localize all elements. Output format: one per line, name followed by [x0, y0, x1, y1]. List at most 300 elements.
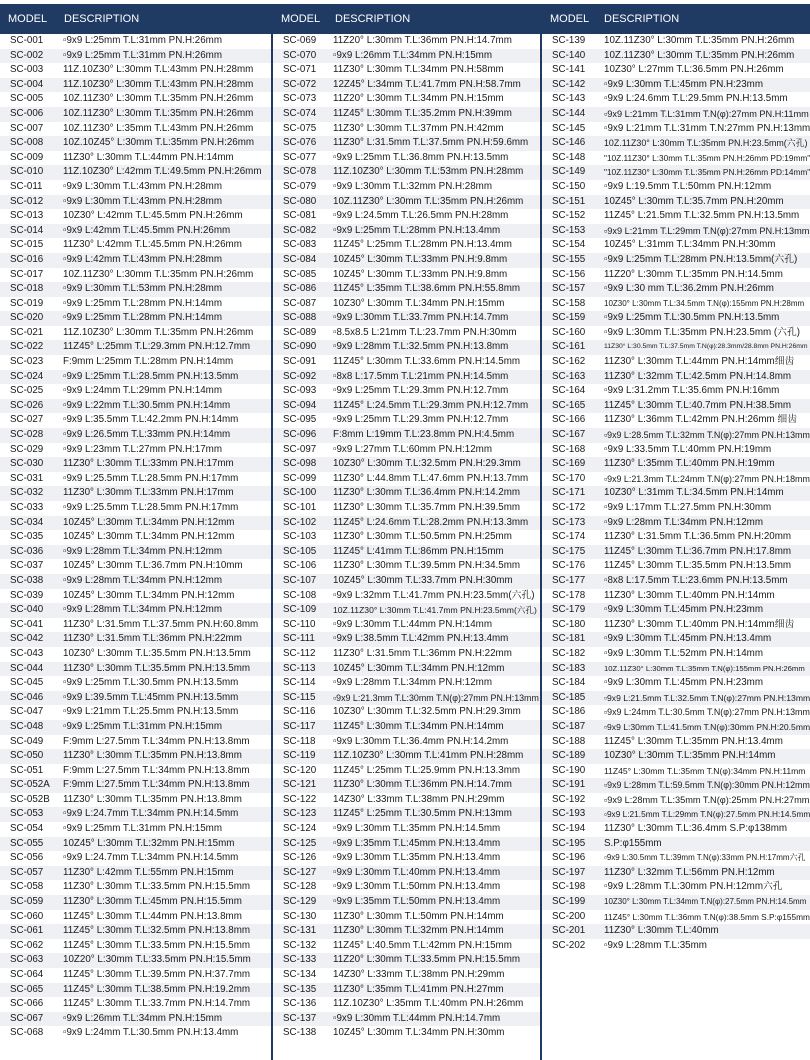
model-cell: SC-145 — [552, 122, 586, 134]
table-row — [0, 297, 271, 312]
model-cell: SC-065 — [10, 983, 44, 995]
table-row — [0, 472, 271, 487]
table-row — [273, 384, 540, 399]
description-cell: 11Z45° L:30mm T.L:44mm PN.H:13.8mm — [63, 910, 242, 922]
table-row — [542, 253, 810, 268]
model-cell: SC-056 — [10, 852, 44, 864]
description-cell: ▫9x9 L:25mm T.L:30.5mm PN.H:13.5mm — [604, 312, 780, 324]
table-row — [0, 224, 271, 239]
description-cell: ▫9x9 L:17mm T.L:27.5mm PN.H:30mm — [604, 502, 772, 513]
table-row — [0, 632, 271, 647]
table-row — [273, 165, 540, 180]
model-cell: SC-003 — [10, 64, 44, 76]
description-cell: F:9mm L:27.5mm T.L:34mm PN.H:13.8mm — [63, 779, 250, 791]
table-row — [542, 399, 810, 414]
table-row — [0, 49, 271, 64]
model-cell: SC-171 — [552, 487, 586, 499]
description-cell: ▫9x9 L:30mm T.L:53mm PN.H:28mm — [63, 283, 223, 295]
model-cell: SC-183 — [552, 662, 586, 674]
table-row — [0, 195, 271, 210]
description-cell: 10Z45° L:30mm T.L:36.7mm PN.H:10mm — [63, 560, 243, 572]
description-cell: 11Z45° L:30mm T.L:38.5mm PN.H:19.2mm — [63, 983, 251, 995]
table-row — [542, 530, 810, 545]
table-row — [0, 603, 271, 618]
model-cell: SC-041 — [10, 618, 44, 630]
description-cell: ▫9x9 L:19.5mm T.L:50mm PN.H:12mm — [604, 180, 772, 192]
description-cell: ▫9x9 L:21mm T.L:31mm T.N(φ):27mm PN.H:11mm — [604, 108, 809, 119]
model-header: MODEL — [550, 13, 590, 25]
description-cell: 11Z.10Z30° L:30mm T.L:41mm PN.H:28mm — [333, 750, 524, 762]
description-cell: "10Z.11Z30° L:30mm T.L:35mm PN.H:26mm PD:14mm" — [604, 167, 810, 178]
model-cell: SC-080 — [283, 195, 317, 207]
model-cell: SC-045 — [10, 677, 44, 689]
model-cell: SC-135 — [283, 983, 317, 995]
description-cell: 10Z.11Z30° L:30mm T.L:41.7mm PN.H:23.5mm(六孔) — [333, 605, 537, 616]
description-cell: 11Z30° L:36mm T.L:42mm PN.H:26mm 细齿 — [604, 414, 798, 426]
table-row — [273, 107, 540, 122]
description-cell: 11Z30° L:30mm T.L:50mm PN.H:14mm — [333, 910, 504, 922]
description-cell: ▫9x9 L:28mm T.L:34mm PN.H:12mm — [604, 516, 764, 528]
model-cell: SC-106 — [283, 560, 317, 572]
description-cell: 11Z45° L:30mm T.L:36.7mm PN.H:17.8mm — [604, 545, 792, 557]
model-cell: SC-047 — [10, 706, 44, 718]
description-cell: 10Z30° L:30mm T.L:35mm PN.H:14mm — [604, 750, 776, 762]
description-cell: ▫9x9 L:25mm T.L:29.3mm PN.H:12.7mm — [333, 385, 509, 397]
description-cell: 11Z30° L:30mm T.L:33.5mm PN.H:15.5mm — [63, 881, 251, 893]
description-cell: ▫9x9 L:22mm T.L:30.5mm PN.H:14mm — [63, 399, 231, 411]
model-cell: SC-073 — [283, 93, 317, 105]
description-cell: ▫9x9 L:38.5mm T.L:42mm PN.H:13.4mm — [333, 633, 509, 645]
model-cell: SC-146 — [552, 137, 586, 149]
description-cell: ▫9x9 L:30mm T.L:36.4mm PN.H:14.2mm — [333, 735, 509, 747]
description-cell: 10Z30° L:27mm T.L:36.5mm PN.H:26mm — [604, 64, 784, 76]
description-cell: 10Z45° L:30mm T.L:34mm PN.H:12mm — [333, 662, 505, 674]
table-row — [273, 238, 540, 253]
description-cell: ▫9x9 L:25mm T.L:31mm PN.H:15mm — [63, 823, 223, 835]
model-cell: SC-074 — [283, 107, 317, 119]
table-row — [542, 822, 810, 837]
model-cell: SC-013 — [10, 210, 44, 222]
spec-column-2 — [273, 4, 540, 1041]
description-cell: 11Z45° L:24.6mm T.L:28.2mm PN.H:13.3mm — [333, 516, 529, 528]
model-cell: SC-126 — [283, 852, 317, 864]
model-cell: SC-054 — [10, 823, 44, 835]
description-cell: ▫9x9 L:30mm T.L:50mm PN.H:13.4mm — [333, 881, 501, 893]
description-cell: ▫9x9 L:21.5mm T.L:32.5mm T.N(φ):27mm PN.H:13mm — [604, 692, 810, 703]
table-row — [273, 953, 540, 968]
description-cell: ▫9x9 L:25mm T.L:31mm PN.H:26mm — [63, 49, 223, 61]
description-cell: 11Z30° L:30.5mm T.L:37.5mm T.N(φ):28.3mm/28.8mm PN.H:26mm — [604, 343, 808, 351]
description-cell: 11Z30° L:42mm T.L:45.5mm PN.H:26mm — [63, 239, 242, 251]
table-row — [273, 268, 540, 283]
description-cell: ▫9x9 L:24.6mm T.L:29.5mm PN.H:13.5mm — [604, 93, 788, 105]
table-row — [0, 355, 271, 370]
description-cell: 10Z45° L:30mm T.L:34mm PN.H:12mm — [63, 516, 235, 528]
table-row — [273, 370, 540, 385]
description-cell: ▫9x9 L:25mm T.L:28mm PN.H:13.4mm — [333, 224, 501, 236]
description-cell: 10Z.11Z30° L:35mm T.L:43mm PN.H:26mm — [63, 122, 254, 134]
model-cell: SC-082 — [283, 224, 317, 236]
model-cell: SC-038 — [10, 574, 44, 586]
model-cell: SC-189 — [552, 750, 586, 762]
description-cell: 10Z45° L:30mm T.L:33mm PN.H:9.8mm — [333, 253, 508, 265]
description-cell: 11Z.10Z30° L:30mm T.L:43mm PN.H:28mm — [63, 64, 254, 76]
table-row — [542, 691, 810, 706]
table-row — [542, 939, 810, 954]
description-cell: ▫9x9 L:35mm T.L:45mm PN.H:13.4mm — [333, 837, 501, 849]
table-row — [273, 793, 540, 808]
model-cell: SC-173 — [552, 516, 586, 528]
description-cell: ▫9x9 L:28.5mm T.L:32mm T.N(φ):27mm PN.H:13mm — [604, 430, 810, 441]
table-row — [542, 472, 810, 487]
table-row — [0, 384, 271, 399]
table-row — [273, 983, 540, 998]
table-row — [542, 632, 810, 647]
model-cell: SC-149 — [552, 166, 586, 178]
description-cell: ▫9x9 L:28mm T.L:34mm PN.H:12mm — [63, 604, 223, 616]
model-cell: SC-019 — [10, 297, 44, 309]
description-cell: ▫9x9 L:35mm T.L:50mm PN.H:13.4mm — [333, 896, 501, 908]
description-cell: 11Z30° L:30mm T.L:50.5mm PN.H:25mm — [333, 531, 512, 543]
description-cell: ▫9x9 L:23mm T.L:27mm PN.H:17mm — [63, 443, 223, 455]
model-cell: SC-113 — [283, 662, 316, 674]
table-row — [273, 676, 540, 691]
description-cell: ▫9x9 L:30mm T.L:45mm PN.H:13.4mm — [604, 633, 772, 645]
table-row — [542, 224, 810, 239]
description-cell: 11Z30° L:30mm T.L:44mm PN.H:14mm — [63, 151, 234, 163]
table-row — [542, 837, 810, 852]
table-row — [273, 428, 540, 443]
description-cell: 10Z45° L:31mm T.L:34mm PN.H:30mm — [604, 239, 776, 251]
description-cell: ▫9x9 L:27mm T.L:60mm PN.H:12mm — [333, 443, 493, 455]
description-cell: 11Z30° L:31.5mm T.L:37.5mm PN.H:59.6mm — [333, 137, 529, 149]
model-cell: SC-151 — [552, 195, 586, 207]
model-cell: SC-199 — [552, 896, 586, 908]
model-cell: SC-131 — [283, 925, 317, 937]
model-cell: SC-120 — [283, 764, 317, 776]
description-cell: 11Z.10Z30° L:30mm T.L:43mm PN.H:28mm — [63, 78, 254, 90]
model-cell: SC-051 — [10, 764, 44, 776]
table-row — [273, 122, 540, 137]
table-row — [542, 122, 810, 137]
model-cell: SC-155 — [552, 253, 586, 265]
description-cell: 11Z30° L:30mm T.L:40mm PN.H:14mm — [604, 589, 775, 601]
table-row — [0, 92, 271, 107]
description-cell: ▫9x9 L:25mm T.L:31mm PN.H:15mm — [63, 720, 223, 732]
spec-column-1 — [0, 4, 271, 1041]
table-row — [273, 807, 540, 822]
model-cell: SC-178 — [552, 589, 586, 601]
description-cell: 10Z30° L:30mm T.L:34mm PN.H:15mm — [333, 297, 505, 309]
table-row — [273, 209, 540, 224]
table-row — [0, 778, 271, 793]
table-row — [0, 326, 271, 341]
table-row — [273, 851, 540, 866]
description-cell: 10Z45° L:30mm T.L:34mm PN.H:12mm — [63, 589, 235, 601]
description-cell: 10Z.11Z30° L:30mm T.L:35mm PN.H:26mm — [63, 268, 254, 280]
model-cell: SC-070 — [283, 49, 317, 61]
description-cell: 11Z45° L:41mm T.L:86mm PN.H:15mm — [333, 545, 504, 557]
table-row — [542, 545, 810, 560]
table-row — [0, 807, 271, 822]
model-cell: SC-010 — [10, 166, 44, 178]
description-cell: 10Z30° L:31mm T.L:34.5mm PN.H:14mm — [604, 487, 784, 499]
description-cell: 10Z45° L:30mm T.L:34mm PN.H:12mm — [63, 531, 235, 543]
description-cell: F:9mm L:25mm T.L:28mm PN.H:14mm — [63, 356, 234, 368]
model-cell: SC-033 — [10, 502, 44, 513]
description-cell: 11Z30° L:32mm T.L:42.5mm PN.H:14.8mm — [604, 370, 792, 382]
table-row — [542, 705, 810, 720]
table-row — [542, 676, 810, 691]
model-cell: SC-094 — [283, 399, 317, 411]
table-row — [0, 268, 271, 283]
description-cell: 10Z30° L:30mm T.L:32.5mm PN.H:29.3mm — [333, 706, 521, 718]
model-cell: SC-154 — [552, 239, 586, 251]
table-row — [273, 297, 540, 312]
model-cell: SC-195 — [552, 837, 586, 849]
table-row — [273, 735, 540, 750]
model-cell: SC-108 — [283, 589, 317, 601]
model-cell: SC-027 — [10, 414, 44, 426]
model-cell: SC-107 — [283, 574, 317, 586]
description-cell: ▫9x9 L:25mm T.L:30.5mm PN.H:13.5mm — [63, 677, 239, 689]
table-row — [273, 662, 540, 677]
table-row — [273, 78, 540, 93]
description-cell: 10Z45° L:30mm T.L:34mm PN.H:30mm — [333, 1027, 505, 1039]
table-row — [542, 749, 810, 764]
table-row — [542, 151, 810, 166]
table-row — [273, 720, 540, 735]
table-row — [0, 983, 271, 998]
model-cell: SC-167 — [552, 429, 586, 441]
table-row — [273, 399, 540, 414]
table-row — [542, 486, 810, 501]
description-cell: ▫9x9 L:28mm T.L:30mm PN.H:12mm六孔 — [604, 881, 783, 893]
table-row — [542, 457, 810, 472]
spec-column-3 — [542, 4, 810, 953]
model-cell: SC-040 — [10, 604, 44, 616]
description-cell: 11Z.10Z30° L:42mm T.L:49.5mm PN.H:26mm — [63, 166, 262, 178]
model-header: MODEL — [8, 13, 48, 25]
table-row — [0, 180, 271, 195]
table-row — [273, 224, 540, 239]
model-cell: SC-071 — [283, 64, 317, 76]
column-header — [273, 4, 540, 34]
table-row — [273, 136, 540, 151]
description-cell: 10Z30° L:30mm T.L:34mm T.N(φ):27.5mm PN.H:14.5mm — [604, 897, 807, 907]
table-row — [542, 180, 810, 195]
model-cell: SC-032 — [10, 487, 44, 499]
model-cell: SC-087 — [283, 297, 317, 309]
table-row — [542, 880, 810, 895]
model-cell: SC-075 — [283, 122, 317, 134]
table-row — [273, 618, 540, 633]
model-cell: SC-143 — [552, 93, 586, 105]
description-cell: 11Z30° L:31.5mm T.L:37.5mm PN.H:60.8mm — [63, 618, 259, 630]
table-row — [0, 866, 271, 881]
table-row — [273, 705, 540, 720]
model-cell: SC-112 — [283, 647, 316, 659]
model-cell: SC-121 — [283, 779, 317, 791]
model-cell: SC-177 — [552, 574, 586, 586]
model-cell: SC-014 — [10, 224, 44, 236]
description-cell: 11Z30° L:30mm T.L:34mm PN.H:58mm — [333, 64, 504, 76]
description-cell: ▫9x9 L:25mm T.L:31mm PN.H:26mm — [63, 35, 223, 46]
table-row — [0, 136, 271, 151]
table-row — [542, 807, 810, 822]
table-row — [542, 282, 810, 297]
table-row — [0, 151, 271, 166]
model-cell: SC-180 — [552, 618, 586, 630]
description-cell: 10Z30° L:30mm T.L:34.5mm T.N(φ):155mm PN.H:28mm — [604, 298, 805, 308]
description-cell: 10Z45° L:30mm T.L:33mm PN.H:9.8mm — [333, 268, 508, 280]
table-row — [0, 705, 271, 720]
model-cell: SC-128 — [283, 881, 317, 893]
description-cell: 11Z30° L:44.8mm T.L:47.6mm PN.H:13.7mm — [333, 472, 529, 484]
model-cell: SC-050 — [10, 750, 44, 762]
table-row — [0, 851, 271, 866]
model-cell: SC-193 — [552, 808, 586, 820]
table-row — [542, 63, 810, 78]
table-row — [0, 647, 271, 662]
model-cell: SC-187 — [552, 720, 586, 732]
table-row — [273, 180, 540, 195]
description-cell: 11Z20° L:30mm T.L:33.5mm PN.H:15.5mm — [333, 954, 521, 966]
description-cell: 11Z.10Z30° L:30mm T.L:53mm PN.H:28mm — [333, 166, 524, 178]
description-cell: ▫9x9 L:42mm T.L:45.5mm PN.H:26mm — [63, 224, 231, 236]
description-cell: 11Z30° L:31.5mm T.L:36mm PN.H:22mm — [63, 633, 242, 645]
model-cell: SC-158 — [552, 297, 586, 309]
table-row — [542, 851, 810, 866]
model-cell: SC-122 — [283, 793, 317, 805]
description-cell: 10Z.11Z30° L:30mm T.L:35mm T.N(φ):155mm PN.H:26mm — [604, 663, 805, 673]
model-cell: SC-101 — [283, 502, 317, 513]
model-cell: SC-144 — [552, 107, 586, 119]
model-cell: SC-160 — [552, 326, 586, 338]
table-row — [0, 720, 271, 735]
model-cell: SC-138 — [283, 1027, 317, 1039]
table-row — [542, 297, 810, 312]
table-row — [273, 778, 540, 793]
table-row — [542, 603, 810, 618]
description-cell: ▫9x9 L:30mm T.L:33.7mm PN.H:14.7mm — [333, 312, 509, 324]
table-row — [273, 195, 540, 210]
model-cell: SC-136 — [283, 998, 317, 1010]
description-cell: ▫9x9 L:30mm T.L:35mm PN.H:14.5mm — [333, 823, 501, 835]
model-cell: SC-055 — [10, 837, 44, 849]
column-header — [0, 4, 271, 34]
table-row — [0, 939, 271, 954]
description-cell: ▫9x9 L:28mm T.L:59.5mm T.N(φ):30mm PN.H:12mm — [604, 780, 810, 791]
model-cell: SC-161 — [552, 341, 586, 353]
model-cell: SC-015 — [10, 239, 44, 251]
model-cell: SC-061 — [10, 925, 44, 937]
table-row — [273, 355, 540, 370]
description-cell: ▫9x9 L:30mm T.L:32mm PN.H:28mm — [333, 180, 493, 192]
table-row — [0, 735, 271, 750]
description-cell: ▫9x9 L:21.3mm T.L:30mm T.N(φ):27mm PN.H:13mm — [333, 692, 539, 703]
table-row — [542, 443, 810, 458]
table-row — [273, 910, 540, 925]
description-cell: ▫9x9 L:26mm T.L:34mm PN.H:15mm — [333, 49, 493, 61]
model-cell: SC-148 — [552, 151, 586, 163]
description-cell: ▫9x9 L:21mm T.L:29mm T.N(φ):27mm PN.H:13mm — [604, 225, 810, 236]
model-cell: SC-172 — [552, 502, 586, 513]
description-cell: F:9mm L:27.5mm T.L:34mm PN.H:13.8mm — [63, 764, 250, 776]
model-cell: SC-123 — [283, 808, 317, 820]
table-row — [273, 939, 540, 954]
description-cell: 10Z.11Z30° L:30mm T.L:35mm PN.H:26mm — [333, 195, 524, 207]
description-cell: 11Z20° L:30mm T.L:35mm PN.H:14.5mm — [604, 268, 783, 280]
table-row — [273, 92, 540, 107]
table-row — [0, 516, 271, 531]
model-cell: SC-085 — [283, 268, 317, 280]
model-cell: SC-179 — [552, 604, 586, 616]
description-cell: ▫8x8 L:17.5mm T.L:23.6mm PN.H:13.5mm — [604, 574, 788, 586]
description-cell: F:8mm L:19mm T.L:23.8mm PN.H:4.5mm — [333, 429, 515, 441]
model-cell: SC-004 — [10, 78, 44, 90]
description-cell: 10Z30° L:30mm T.L:35.5mm PN.H:13.5mm — [63, 647, 251, 659]
table-row — [0, 1012, 271, 1027]
table-row — [0, 589, 271, 604]
description-cell: ▫9x9 L:42mm T.L:43mm PN.H:28mm — [63, 253, 223, 265]
model-cell: SC-016 — [10, 253, 44, 265]
description-cell: 11Z30° L:30mm T.L:33mm PN.H:17mm — [63, 458, 234, 470]
description-cell: 11Z30° L:30mm T.L:32mm PN.H:14mm — [333, 925, 504, 937]
model-cell: SC-088 — [283, 312, 317, 324]
table-row — [0, 340, 271, 355]
model-cell: SC-129 — [283, 896, 317, 908]
table-row — [273, 559, 540, 574]
model-cell: SC-098 — [283, 458, 317, 470]
table-row — [273, 472, 540, 487]
model-cell: SC-164 — [552, 385, 586, 397]
model-header: MODEL — [281, 13, 321, 25]
model-cell: SC-089 — [283, 326, 317, 338]
description-cell: ▫9x9 L:35.5mm T.L:42.2mm PN.H:14mm — [63, 414, 239, 426]
table-row — [273, 866, 540, 881]
description-cell: 11Z45° L:24.5mm T.L:29.3mm PN.H:12.7mm — [333, 399, 529, 411]
table-row — [0, 749, 271, 764]
model-cell: SC-176 — [552, 560, 586, 572]
table-row — [542, 78, 810, 93]
model-cell: SC-165 — [552, 399, 586, 411]
model-cell: SC-064 — [10, 969, 44, 980]
model-cell: SC-194 — [552, 823, 586, 835]
description-cell: 11Z20° L:30mm T.L:34mm PN.H:15mm — [333, 93, 504, 105]
description-cell: 11Z45° L:30mm T.L:35mm T.N(φ):34mm PN.H:11mm — [604, 765, 806, 776]
model-cell: SC-076 — [283, 137, 317, 149]
table-row — [273, 311, 540, 326]
table-row — [542, 720, 810, 735]
model-cell: SC-057 — [10, 866, 44, 878]
model-cell: SC-114 — [283, 677, 316, 689]
model-cell: SC-084 — [283, 253, 317, 265]
description-cell: ▫9x9 L:25mm T.L:28mm PN.H:14mm — [63, 297, 223, 309]
model-cell: SC-091 — [283, 356, 317, 368]
table-row — [0, 501, 271, 516]
model-cell: SC-026 — [10, 399, 44, 411]
description-cell: 11Z30° L:30mm T.L:45mm PN.H:15.5mm — [63, 896, 242, 908]
table-row — [542, 238, 810, 253]
description-cell: 11Z30° L:30mm T.L:35mm PN.H:13.8mm — [63, 793, 242, 805]
table-row — [0, 559, 271, 574]
table-row — [0, 443, 271, 458]
model-cell: SC-066 — [10, 998, 44, 1010]
model-cell: SC-096 — [283, 429, 317, 441]
description-cell: ▫9x9 L:30 mm T.L:36.2mm PN.H:26mm — [604, 283, 774, 295]
description-cell: 11Z.10Z30° L:30mm T.L:35mm PN.H:26mm — [63, 326, 254, 338]
